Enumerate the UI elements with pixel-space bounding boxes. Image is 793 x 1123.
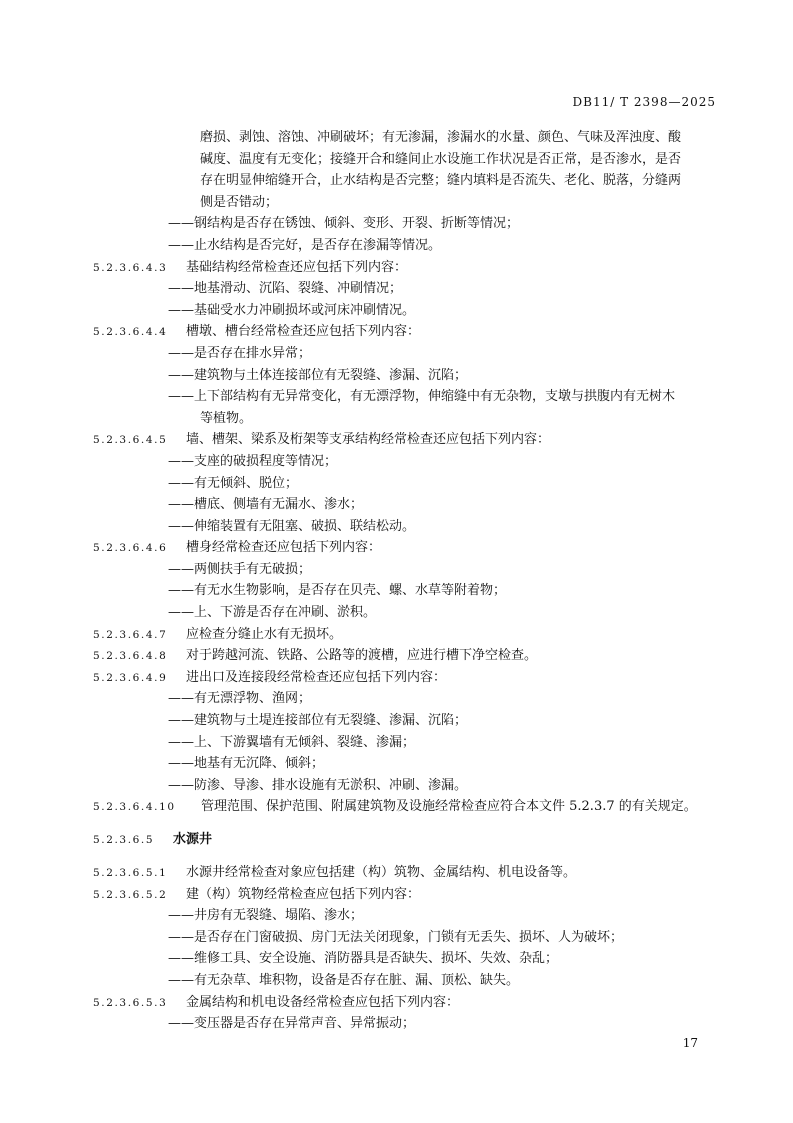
section-spacer [0,818,793,827]
line-text: 侧是否错动； [200,194,279,210]
clause [0,429,793,451]
list-item [0,905,793,927]
line-text: ——建筑物与土堤连接部位有无裂缝、渗漏、沉陷； [168,713,468,729]
line-text: ——防渗、导渗、排水设施有无淤积、冲刷、渗漏。 [168,777,468,793]
line-text: ——建筑物与土体连接部位有无裂缝、渗漏、沉陷； [168,367,468,383]
document-body [0,127,793,1035]
list-item [0,343,793,365]
list-item [0,580,793,602]
list-item [0,753,793,775]
line-text: ——地基有无沉降、倾斜； [168,756,325,772]
clause-number: 5.2.3.6.4.9 [93,671,168,684]
list-item [0,386,793,408]
paragraph-line [0,149,793,171]
line-text: 管理范围、保护范围、附属建筑物及设施经常检查应符合本文件 5.2.3.7 的有关规定。 [201,799,697,815]
paragraph-line [0,170,793,192]
line-text: 等植物。 [200,410,253,426]
clause [0,321,793,343]
clause [0,667,793,689]
list-item [0,948,793,970]
clause-number: 5.2.3.6.4.6 [93,542,168,555]
line-text: 槽墩、槽台经常检查还应包括下列内容： [186,324,421,340]
section-title-text: 水源井 [173,832,213,847]
list-item [0,732,793,754]
list-item [0,451,793,473]
list-item [0,970,793,992]
clause-number: 5.2.3.6.4.5 [93,434,168,447]
clause-number: 5.2.3.6.5.3 [93,996,168,1009]
page-number: 17 [682,1036,698,1050]
line-text: ——有无漂浮物、渔网； [168,691,312,707]
line-text: ——伸缩装置有无阻塞、破损、联结松动。 [168,518,416,534]
list-item [0,688,793,710]
line-text: ——槽底、侧墙有无漏水、渗水； [168,497,364,513]
list-item [0,278,793,300]
line-text: ——两侧扶手有无破损； [168,561,312,577]
clause-number: 5.2.3.6.4.4 [93,326,168,339]
line-text: ——上、下游翼墙有无倾斜、裂缝、渗漏； [168,734,416,750]
list-item [0,927,793,949]
clause-number: 5.2.3.6.5.1 [93,867,168,879]
line-text: 磨损、剥蚀、溶蚀、冲刷破坏；有无渗漏，渗漏水的水量、颜色、气味及浑浊度、酸 [200,130,682,145]
line-text: 存在明显伸缩缝开合，止水结构是否完整；缝内填料是否流失、老化、脱落，分缝两 [200,173,682,189]
line-text: 墙、槽架、梁系及桁架等支承结构经常检查还应包括下列内容： [186,432,551,448]
clause [0,796,793,818]
list-item [0,300,793,322]
clause-number: 5.2.3.6.5.2 [93,888,168,901]
clause-number: 5.2.3.6.4.10 [93,801,176,814]
line-text: ——是否存在门窗破损、房门无法关闭现象，门锁有无丢失、损坏、人为破坏； [168,929,624,945]
list-item [0,1013,793,1035]
line-text: ——止水结构是否完好，是否存在渗漏等情况。 [168,237,442,253]
list-item [0,494,793,516]
list-item [0,235,793,257]
list-item [0,710,793,732]
line-text: ——有无水生物影响，是否存在贝壳、螺、水草等附着物； [168,583,507,599]
list-item [0,602,793,624]
line-text: ——上、下游是否存在冲刷、淤积。 [168,605,377,621]
list-item-continuation [0,408,793,430]
list-item [0,473,793,495]
line-text: 水源井经常检查对象应包括建（构）筑物、金属结构、机电设备等。 [186,865,577,880]
line-text: ——基础受水力冲刷损坏或河床冲刷情况。 [168,302,416,318]
line-text: ——有无倾斜、脱位； [168,475,299,491]
clause [0,624,793,646]
clause [0,537,793,559]
line-text: ——井房有无裂缝、塌陷、渗水； [168,908,364,924]
line-text: ——上下部结构有无异常变化，有无漂浮物，伸缩缝中有无杂物，支墩与拱腹内有无树木 [168,389,676,405]
paragraph-line [0,192,793,214]
section-heading [0,827,793,853]
line-text: ——维修工具、安全设施、消防器具是否缺失、损坏、失效、杂乱； [168,951,559,967]
list-item [0,775,793,797]
line-text: 槽身经常检查还应包括下列内容： [186,540,382,556]
list-item [0,516,793,538]
clause-number: 5.2.3.6.5 [93,834,155,846]
line-text: 基础结构经常检查还应包括下列内容： [186,259,408,275]
line-text: 应检查分缝止水有无损坏。 [186,626,343,642]
line-text: 进出口及连接段经常检查还应包括下列内容： [186,669,447,685]
line-text: ——地基滑动、沉陷、裂缝、冲刷情况； [168,281,403,297]
clause-number: 5.2.3.6.4.7 [93,628,168,641]
line-text: ——有无杂草、堆积物，设备是否存在脏、漏、顶松、缺失。 [168,972,520,988]
list-item [0,213,793,235]
line-text: ——变压器是否存在异常声音、异常振动； [168,1016,416,1032]
list-item [0,559,793,581]
line-text: 碱度、温度有无变化；接缝开合和缝间止水设施工作状况是否正常，是否渗水，是否 [200,151,682,167]
line-text: ——钢结构是否存在锈蚀、倾斜、变形、开裂、折断等情况； [168,216,520,232]
document-id: DB11/ T 2398—2025 [572,95,716,109]
line-text: ——是否存在排水异常； [168,345,312,361]
clause [0,992,793,1014]
paragraph-line [0,127,793,149]
section-spacer [0,853,793,862]
line-text: 金属结构和机电设备经常检查应包括下列内容： [186,994,460,1010]
line-text: 建（构）筑物经常检查应包括下列内容： [186,886,421,902]
list-item [0,365,793,387]
line-text: ——支座的破损程度等情况； [168,453,338,469]
line-text: 对于跨越河流、铁路、公路等的渡槽，应进行槽下净空检查。 [186,648,538,664]
clause-number: 5.2.3.6.4.8 [93,650,168,663]
clause [0,645,793,667]
clause [0,884,793,906]
clause [0,862,793,884]
clause [0,257,793,279]
clause-number: 5.2.3.6.4.3 [93,261,168,274]
